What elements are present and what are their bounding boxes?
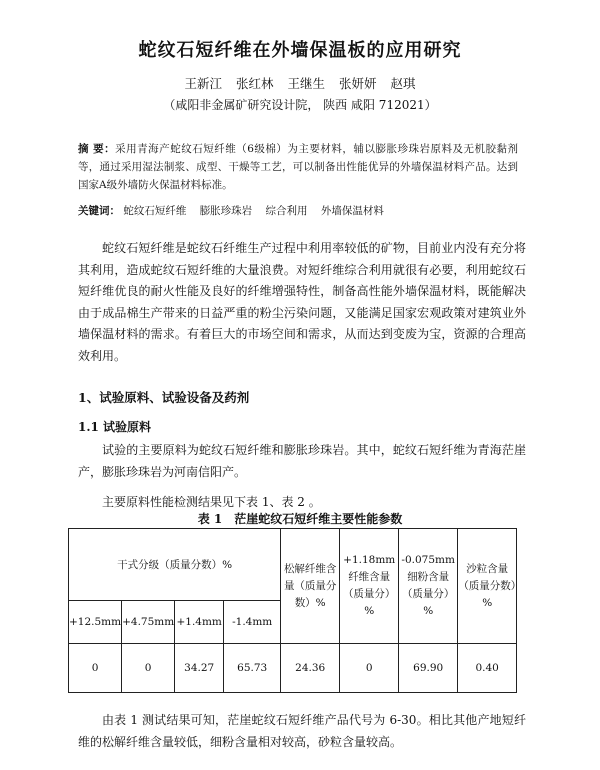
- table-caption: 表 1 茫崖蛇纹石短纤维主要性能参数: [197, 512, 403, 526]
- keyword: 膨胀珍珠岩: [199, 205, 253, 217]
- tables-reference: 主要原料性能检测结果见下表 1、表 2 。: [102, 495, 321, 509]
- table-cell: 65.73: [224, 644, 281, 693]
- section-heading: 1、试验原料、试验设备及药剂: [78, 390, 250, 405]
- author-name: 王继生: [287, 76, 325, 91]
- subsection-heading: 1.1 试验原料: [78, 420, 152, 434]
- table-group-header: 干式分级（质量分数）%: [69, 529, 281, 601]
- table-sub-header: +12.5mm: [69, 601, 122, 644]
- table-cell: 0.40: [458, 644, 517, 693]
- table-col-header: 松解纤维含量（质量分数）%: [281, 529, 340, 644]
- result-paragraph: 由表 1 测试结果可知，茫崖蛇纹石短纤维产品代号为 6-30。相比其他产地短纤维的松解纤维含量较低，细粉含量相对较高，砂粒含量较高。: [78, 713, 526, 749]
- keyword: 综合利用: [265, 205, 308, 217]
- abstract: [78, 140, 518, 194]
- table-cell: 0: [122, 644, 175, 693]
- abstract-label: 摘 要：: [78, 143, 116, 155]
- table-col-header: 沙粒含量（质量分数）%: [458, 529, 517, 644]
- table-cell: 34.27: [175, 644, 224, 693]
- keyword: 蛇纹石短纤维: [123, 205, 187, 217]
- table-sub-header: +1.4mm: [175, 601, 224, 644]
- table-cell: 24.36: [281, 644, 340, 693]
- table-cell: 0: [340, 644, 399, 693]
- keywords-label: 关键词：: [78, 205, 120, 217]
- keyword: 外墙保温材料: [320, 205, 384, 217]
- author-list: [0, 74, 600, 92]
- abstract-text: 采用青海产蛇纹石短纤维（6级棉）为主要材料，辅以膨胀珍珠岩原料及无机胶黏剂等，通过采用湿法制浆、成型、干燥等工艺，可以制备出性能优异的外墙保温材料产品。达到国家A级外墙防火保温材料标准。: [78, 143, 518, 191]
- affiliation: （咸阳非金属矿研究设计院， 陕西 咸阳 712021）: [163, 98, 437, 112]
- table-sub-header: -1.4mm: [224, 601, 281, 644]
- intro-paragraph: 蛇纹石短纤维是蛇纹石纤维生产过程中利用率较低的矿物，目前业内没有充分将其利用，造成蛇纹石短纤维的大量浪费。对短纤维综合利用就很有必要，利用蛇纹石短纤维优良的耐火性能及良好的纤维增强特性，制备高性能外墙保温材料，既能解决由于成品棉生产带来的日益严重的粉尘污染问题，又能满足国家宏观政策对建筑业外墙保温材料的需求。有着巨大的市场空间和需求，从而达到变废为宝，资源的合理高效利用。: [78, 241, 526, 363]
- data-table: [68, 528, 517, 693]
- table-cell: 69.90: [399, 644, 458, 693]
- table-cell: 0: [69, 644, 122, 693]
- materials-paragraph: 试验的主要原料为蛇纹石短纤维和膨胀珍珠岩。其中，蛇纹石短纤维为青海茫崖产，膨胀珍珠岩为河南信阳产。: [78, 443, 526, 479]
- author-name: 张妍妍: [338, 76, 377, 91]
- table-col-header: +1.18mm纤维含量（质量分）%: [340, 529, 399, 644]
- author-name: 张红林: [235, 76, 274, 91]
- author-name: 赵琪: [390, 76, 416, 91]
- author-name: 王新江: [184, 76, 222, 91]
- paper-title: 蛇纹石短纤维在外墙保温板的应用研究: [138, 40, 462, 61]
- keywords: [78, 203, 518, 218]
- table-col-header: -0.075mm细粉含量（质量分）%: [399, 529, 458, 644]
- table-sub-header: +4.75mm: [122, 601, 175, 644]
